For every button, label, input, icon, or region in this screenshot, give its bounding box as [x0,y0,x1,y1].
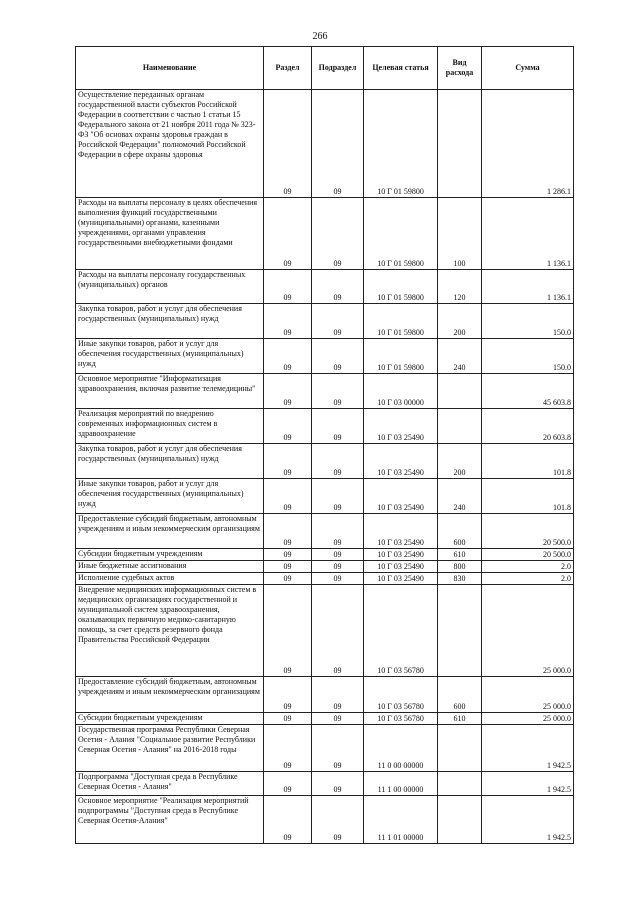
header-section: Раздел [264,47,312,90]
cell-amount: 1 942.5 [482,796,574,844]
cell-name: Субсидии бюджетным учреждениям [76,549,264,561]
cell-name: Осуществление переданных органам государственной власти субъектов Российской Федерации в соответствии с частью 1 статьи 15 Федерального закона от 21 ноября 2011 года № 323-ФЗ "Об основах охраны здоровья граждан в Российской Федерации" полномочий Российской Федерации в сфере охраны здоровья [76,90,264,198]
table-row [76,725,574,772]
cell-amount: 1 136.1 [482,270,574,304]
cell-name: Внедрение медицинских информационных систем в медицинских организациях государственной и муниципальной систем здравоохранения, оказывающих первичную медико-санитарную помощь, за счет средств резервного фонда Правительства Российской Федерации [76,585,264,677]
cell-amount: 20 603.8 [482,409,574,444]
cell-name: Закупка товаров, работ и услуг для обеспечения государственных (муниципальных) нужд [76,304,264,339]
cell-name: Расходы на выплаты персоналу в целях обеспечения выполнения функций государственными (муниципальными) органами, казенными учреждениями, органами управления государственными внебюджетными фондами [76,198,264,270]
table-row [76,549,574,561]
table-row [76,561,574,573]
cell-target: 10 Г 03 25490 [364,573,438,585]
cell-name: Реализация мероприятий по внедрению современных информационных систем в здравоохранение [76,409,264,444]
cell-expense-type: 800 [438,561,482,573]
table-body [76,90,574,844]
cell-section: 09 [264,339,312,374]
cell-subsection: 09 [312,772,364,796]
cell-target: 10 Г 03 25490 [364,561,438,573]
cell-expense-type: 100 [438,198,482,270]
cell-name: Подпрограмма "Доступная среда в Республике Северная Осетия - Алания" [76,772,264,796]
table-row [76,409,574,444]
budget-table [75,46,574,844]
cell-subsection: 09 [312,444,364,479]
cell-subsection: 09 [312,374,364,409]
cell-target: 10 Г 03 25490 [364,479,438,514]
cell-section: 09 [264,514,312,549]
header-expense-type: Вид расхода [438,47,482,90]
table-row [76,198,574,270]
cell-expense-type: 200 [438,304,482,339]
header-row [76,47,574,90]
cell-target: 10 Г 03 56780 [364,677,438,713]
cell-subsection: 09 [312,713,364,725]
cell-target: 11 1 01 00000 [364,796,438,844]
cell-section: 09 [264,304,312,339]
cell-expense-type [438,374,482,409]
cell-section: 09 [264,198,312,270]
cell-target: 10 Г 03 00000 [364,374,438,409]
cell-target: 10 Г 03 25490 [364,444,438,479]
cell-amount: 2.0 [482,561,574,573]
cell-target: 10 Г 03 25490 [364,549,438,561]
cell-subsection: 09 [312,677,364,713]
cell-name: Расходы на выплаты персоналу государственных (муниципальных) органов [76,270,264,304]
table-row [76,339,574,374]
cell-section: 09 [264,270,312,304]
cell-name: Предоставление субсидий бюджетным, автономным учреждениям и иным некоммерческим организациям [76,514,264,549]
cell-amount: 25 000.0 [482,585,574,677]
cell-subsection: 09 [312,514,364,549]
cell-section: 09 [264,409,312,444]
cell-target: 10 Г 01 59800 [364,304,438,339]
header-subsection: Подраздел [312,47,364,90]
cell-amount: 25 000.0 [482,713,574,725]
cell-expense-type: 600 [438,677,482,713]
cell-section: 09 [264,444,312,479]
cell-name: Иные бюджетные ассигнования [76,561,264,573]
cell-expense-type: 120 [438,270,482,304]
table-row [76,90,574,198]
cell-section: 09 [264,573,312,585]
header-amount: Сумма [482,47,574,90]
cell-subsection: 09 [312,90,364,198]
table-row [76,304,574,339]
cell-expense-type [438,772,482,796]
cell-target: 10 Г 01 59800 [364,270,438,304]
cell-expense-type: 610 [438,713,482,725]
table-row [76,479,574,514]
cell-amount: 101.8 [482,479,574,514]
cell-name: Иные закупки товаров, работ и услуг для обеспечения государственных (муниципальных) нужд [76,479,264,514]
table-row [76,270,574,304]
cell-name: Исполнение судебных актов [76,573,264,585]
cell-subsection: 09 [312,573,364,585]
header-name: Наименование [76,47,264,90]
cell-expense-type: 240 [438,339,482,374]
cell-target: 11 0 00 00000 [364,725,438,772]
cell-subsection: 09 [312,339,364,374]
cell-section: 09 [264,796,312,844]
cell-subsection: 09 [312,304,364,339]
cell-section: 09 [264,677,312,713]
cell-expense-type: 610 [438,549,482,561]
cell-subsection: 09 [312,479,364,514]
cell-amount: 1 942.5 [482,772,574,796]
cell-amount: 1 136.1 [482,198,574,270]
cell-expense-type [438,90,482,198]
header-target: Целевая статья [364,47,438,90]
table-row [76,713,574,725]
cell-amount: 1 286.1 [482,90,574,198]
cell-amount: 150.0 [482,339,574,374]
cell-expense-type: 830 [438,573,482,585]
cell-section: 09 [264,585,312,677]
cell-target: 10 Г 01 59800 [364,339,438,374]
cell-expense-type [438,585,482,677]
cell-subsection: 09 [312,198,364,270]
cell-name: Предоставление субсидий бюджетным, автономным учреждениям и иным некоммерческим организациям [76,677,264,713]
cell-amount: 1 942.5 [482,725,574,772]
cell-amount: 45 603.8 [482,374,574,409]
cell-section: 09 [264,374,312,409]
table-row [76,585,574,677]
cell-subsection: 09 [312,585,364,677]
cell-section: 09 [264,713,312,725]
cell-subsection: 09 [312,549,364,561]
cell-subsection: 09 [312,561,364,573]
cell-amount: 20 500.0 [482,514,574,549]
cell-subsection: 09 [312,409,364,444]
cell-name: Государственная программа Республики Северная Осетия - Алания "Социальное развитие Республики Северная Осетия - Алания" на 2016-2018 годы [76,725,264,772]
cell-amount: 150.0 [482,304,574,339]
cell-expense-type [438,796,482,844]
cell-subsection: 09 [312,725,364,772]
cell-name: Основное мероприятие "Информатизация здравоохранения, включая развитие телемедицины" [76,374,264,409]
cell-amount: 25 000.0 [482,677,574,713]
table-row [76,374,574,409]
cell-name: Иные закупки товаров, работ и услуг для обеспечения государственных (муниципальных) нужд [76,339,264,374]
cell-target: 10 Г 01 59800 [364,198,438,270]
cell-expense-type: 600 [438,514,482,549]
cell-target: 11 1 00 00000 [364,772,438,796]
cell-target: 10 Г 01 59800 [364,90,438,198]
cell-subsection: 09 [312,796,364,844]
cell-section: 09 [264,90,312,198]
cell-section: 09 [264,549,312,561]
table-row [76,677,574,713]
page-number: 266 [312,31,328,42]
cell-expense-type: 240 [438,479,482,514]
table-row [76,772,574,796]
cell-target: 10 Г 03 56780 [364,585,438,677]
cell-name: Субсидии бюджетным учреждениям [76,713,264,725]
cell-section: 09 [264,772,312,796]
cell-expense-type [438,725,482,772]
table-row [76,514,574,549]
cell-target: 10 Г 03 56780 [364,713,438,725]
cell-expense-type: 200 [438,444,482,479]
cell-amount: 2.0 [482,573,574,585]
cell-name: Закупка товаров, работ и услуг для обеспечения государственных (муниципальных) нужд [76,444,264,479]
table-row [76,573,574,585]
table-row [76,444,574,479]
cell-target: 10 Г 03 25490 [364,409,438,444]
cell-section: 09 [264,725,312,772]
cell-name: Основное мероприятие "Реализация мероприятий подпрограммы "Доступная среда в Республике Северная Осетия-Алания" [76,796,264,844]
cell-section: 09 [264,561,312,573]
cell-section: 09 [264,479,312,514]
cell-amount: 101.8 [482,444,574,479]
cell-target: 10 Г 03 25490 [364,514,438,549]
cell-subsection: 09 [312,270,364,304]
table-row [76,796,574,844]
cell-amount: 20 500.0 [482,549,574,561]
cell-expense-type [438,409,482,444]
